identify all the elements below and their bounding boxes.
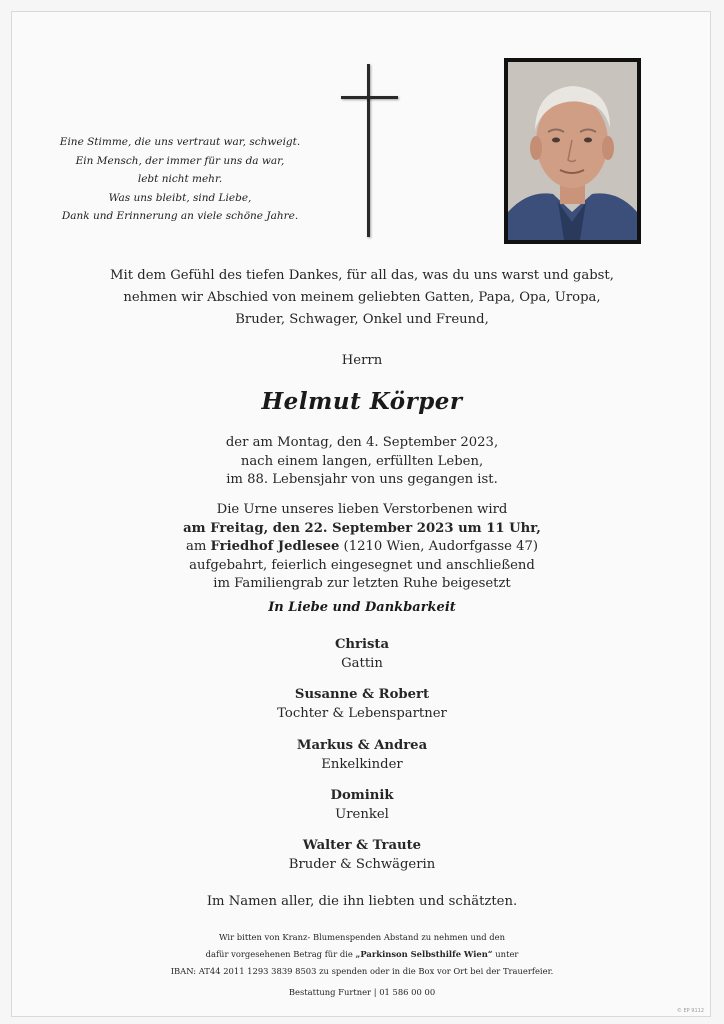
death-line: der am Montag, den 4. September 2023, — [225, 435, 499, 450]
portrait-photo — [508, 62, 637, 240]
funeral-line: aufgebahrt, feierlich eingesegnet und anschließend — [189, 557, 535, 573]
funeral-details — [0, 501, 724, 594]
poem-line: Dank und Erinnerung an viele schöne Jahre. — [61, 210, 299, 222]
mourner-entry — [0, 837, 724, 874]
poem-line: lebt nicht mehr. — [137, 173, 223, 185]
funeral-location-line: am Friedhof Jedlesee (1210 Wien, Audorfgasse 47) — [185, 539, 539, 554]
mourner-name: Markus & Andrea — [296, 738, 428, 753]
mourner-name: Walter & Traute — [302, 838, 422, 853]
death-notice — [0, 434, 724, 490]
funeral-date: am Freitag, den 22. September 2023 um 11 Uhr, — [183, 520, 541, 536]
intro-line: Mit dem Gefühl des tiefen Dankes, für all das, was du uns warst und gabst, — [110, 268, 614, 283]
funeral-line: im Familiengrab zur letzten Ruhe beigesetzt — [213, 576, 511, 591]
death-line: nach einem langen, erfüllten Leben, — [240, 453, 484, 469]
portrait-frame — [504, 58, 641, 244]
mourner-name: Susanne & Robert — [294, 687, 430, 702]
closing-line: Im Namen aller, die ihn liebten und schätzten. — [206, 894, 518, 909]
mourner-name: Dominik — [330, 788, 394, 803]
death-line: im 88. Lebensjahr von uns gegangen ist. — [226, 472, 498, 487]
funeral-home-footer: Bestattung Furtner | 01 586 00 00 — [288, 987, 436, 997]
mourner-relation: Tochter & Lebenspartner — [277, 705, 447, 721]
mourner-entry — [0, 636, 724, 673]
donation-line: Wir bitten von Kranz- Blumenspenden Abstand zu nehmen und den — [218, 932, 506, 942]
cross-icon-bar — [341, 96, 398, 99]
cross-icon — [367, 64, 370, 237]
donation-iban-line: IBAN: AT44 2011 1293 3839 8503 zu spenden oder in die Box vor Ort bei der Trauerfeier. — [170, 965, 554, 976]
dank-heading: In Liebe und Dankbarkeit — [268, 600, 456, 615]
poem-line: Ein Mensch, der immer für uns da war, — [75, 154, 285, 167]
mourner-relation: Bruder & Schwägerin — [288, 856, 436, 872]
poem-line: Eine Stimme, die uns vertraut war, schweigt. — [59, 136, 301, 148]
donation-notice — [0, 929, 724, 979]
mourner-name: Christa — [334, 637, 390, 652]
poem-line: Was uns bleibt, sind Liebe, — [108, 191, 252, 204]
cemetery-name: Friedhof Jedlesee — [210, 539, 340, 554]
donation-line: dafür vorgesehenen Betrag für die „Parkinson Selbsthilfe Wien“ unter — [205, 948, 519, 959]
mourner-relation: Gattin — [341, 655, 383, 671]
mourner-entry — [0, 737, 724, 774]
form-code: © EP 9112 — [676, 1008, 704, 1014]
charity-name: „Parkinson Selbsthilfe Wien“ — [355, 948, 493, 959]
funeral-line: Die Urne unseres lieben Verstorbenen wird — [216, 502, 508, 517]
intro-line: Bruder, Schwager, Onkel und Freund, — [235, 312, 489, 327]
mourner-entry — [0, 787, 724, 824]
salutation: Herrn — [341, 353, 383, 368]
mourner-relation: Urenkel — [335, 806, 389, 822]
intro-line: nehmen wir Abschied von meinem geliebten Gatten, Papa, Opa, Uropa, — [123, 290, 601, 305]
memorial-poem — [55, 133, 305, 226]
intro-text — [80, 265, 644, 331]
mourner-entry — [0, 686, 724, 723]
deceased-name: Helmut Körper — [261, 388, 463, 415]
portrait-illustration — [508, 62, 637, 240]
mourner-relation: Enkelkinder — [321, 756, 403, 772]
